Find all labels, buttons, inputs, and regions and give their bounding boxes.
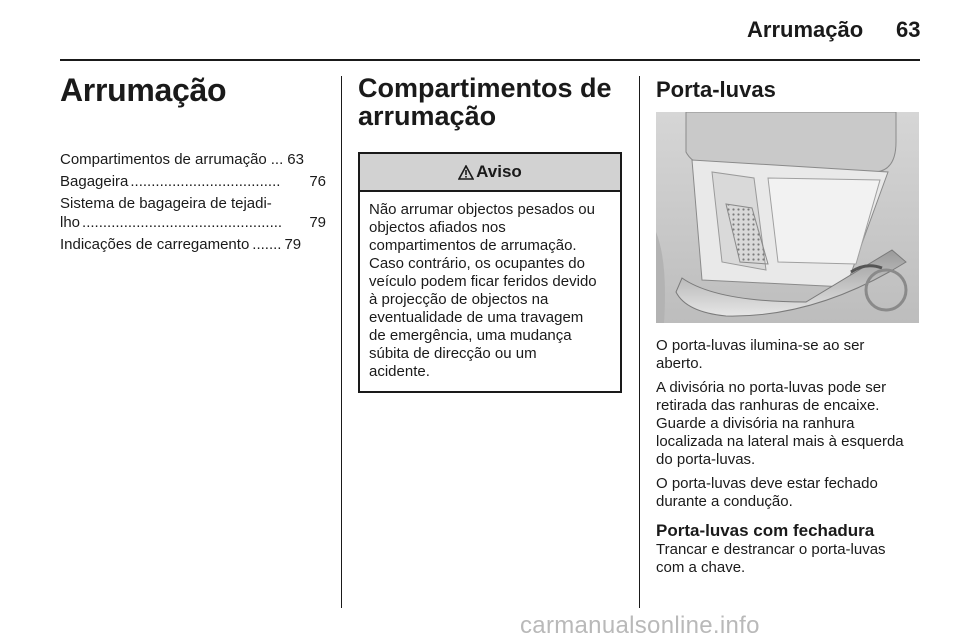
chapter-column — [60, 72, 326, 257]
toc-label: Compartimentos de arrumação — [60, 151, 267, 168]
text-line: localizada na lateral mais à esquerda — [656, 433, 904, 450]
column-divider-1 — [341, 76, 342, 608]
toc-entry[interactable] — [60, 235, 326, 254]
paragraph — [656, 541, 921, 577]
warning-line: à projecção de objectos na — [369, 291, 549, 308]
toc-label-line1: Sistema de bagageira de tejadi- — [60, 195, 272, 212]
toc-leader: ....... — [252, 236, 282, 253]
warning-line: acidente. — [369, 363, 430, 380]
text-line: com a chave. — [656, 559, 746, 576]
toc-leader: ... — [270, 151, 284, 168]
toc-page: 63 — [287, 151, 304, 168]
warning-line: eventualidade de uma travagem — [369, 309, 584, 326]
glovebox-illustration — [656, 112, 919, 323]
section-title-line1: Compartimentos de — [358, 73, 612, 103]
warning-header — [360, 154, 620, 192]
section-title-line2: arrumação — [358, 101, 497, 131]
paragraph — [656, 337, 921, 373]
text-line: retirada das ranhuras de encaixe. — [656, 397, 880, 414]
paragraph — [656, 475, 921, 511]
toc-leader: ................................................ — [82, 214, 283, 231]
glovebox-title: Porta-luvas — [656, 77, 776, 102]
warning-line: compartimentos de arrumação. — [369, 237, 577, 254]
glovebox-column — [656, 74, 921, 583]
warning-line: Caso contrário, os ocupantes do — [369, 255, 585, 272]
toc-entry[interactable] — [60, 150, 326, 169]
warning-text — [360, 192, 620, 391]
toc-label: lho — [60, 214, 81, 231]
text-line: A divisória no porta-luvas pode ser — [656, 379, 887, 396]
subsection-title: Porta-luvas com fechadura — [656, 521, 875, 540]
warning-line: Não arrumar objectos pesados ou — [369, 201, 595, 218]
text-line: Guarde a divisória na ranhura — [656, 415, 855, 432]
text-line: aberto. — [656, 355, 703, 372]
paragraph — [656, 379, 921, 469]
page-header — [0, 0, 960, 62]
warning-line: objectos afiados nos — [369, 219, 506, 236]
text-line: do porta-luvas. — [656, 451, 756, 468]
toc-entry[interactable] — [60, 194, 326, 232]
section-title — [358, 74, 622, 130]
toc-page: 79 — [309, 214, 326, 231]
warning-line: veículo podem ficar feridos devido — [369, 273, 597, 290]
watermark: carmanualsonline.info — [520, 612, 760, 639]
page-number: 63 — [896, 17, 921, 42]
header-rule — [60, 59, 920, 61]
toc-page: 76 — [309, 173, 326, 190]
toc-label: Indicações de carregamento — [60, 236, 250, 253]
toc-entry[interactable] — [60, 172, 326, 191]
warning-line: súbita de direcção ou um — [369, 345, 537, 362]
warning-line: de emergência, uma mudança — [369, 327, 572, 344]
text-line: durante a condução. — [656, 493, 793, 510]
warning-triangle-icon — [458, 165, 474, 180]
storage-column — [358, 74, 622, 393]
toc-page: 79 — [284, 236, 302, 253]
running-header-title: Arrumação — [747, 17, 864, 42]
table-of-contents — [60, 150, 326, 254]
warning-heading: Aviso — [476, 162, 522, 181]
text-line: O porta-luvas ilumina-se ao ser — [656, 337, 865, 354]
chapter-title: Arrumação — [60, 72, 227, 108]
text-line: Trancar e destrancar o porta-luvas — [656, 541, 886, 558]
column-divider-2 — [639, 76, 640, 608]
text-line: O porta-luvas deve estar fechado — [656, 475, 878, 492]
toc-label: Bagageira — [60, 173, 129, 190]
warning-box — [358, 152, 622, 393]
toc-leader: .................................... — [130, 173, 281, 190]
